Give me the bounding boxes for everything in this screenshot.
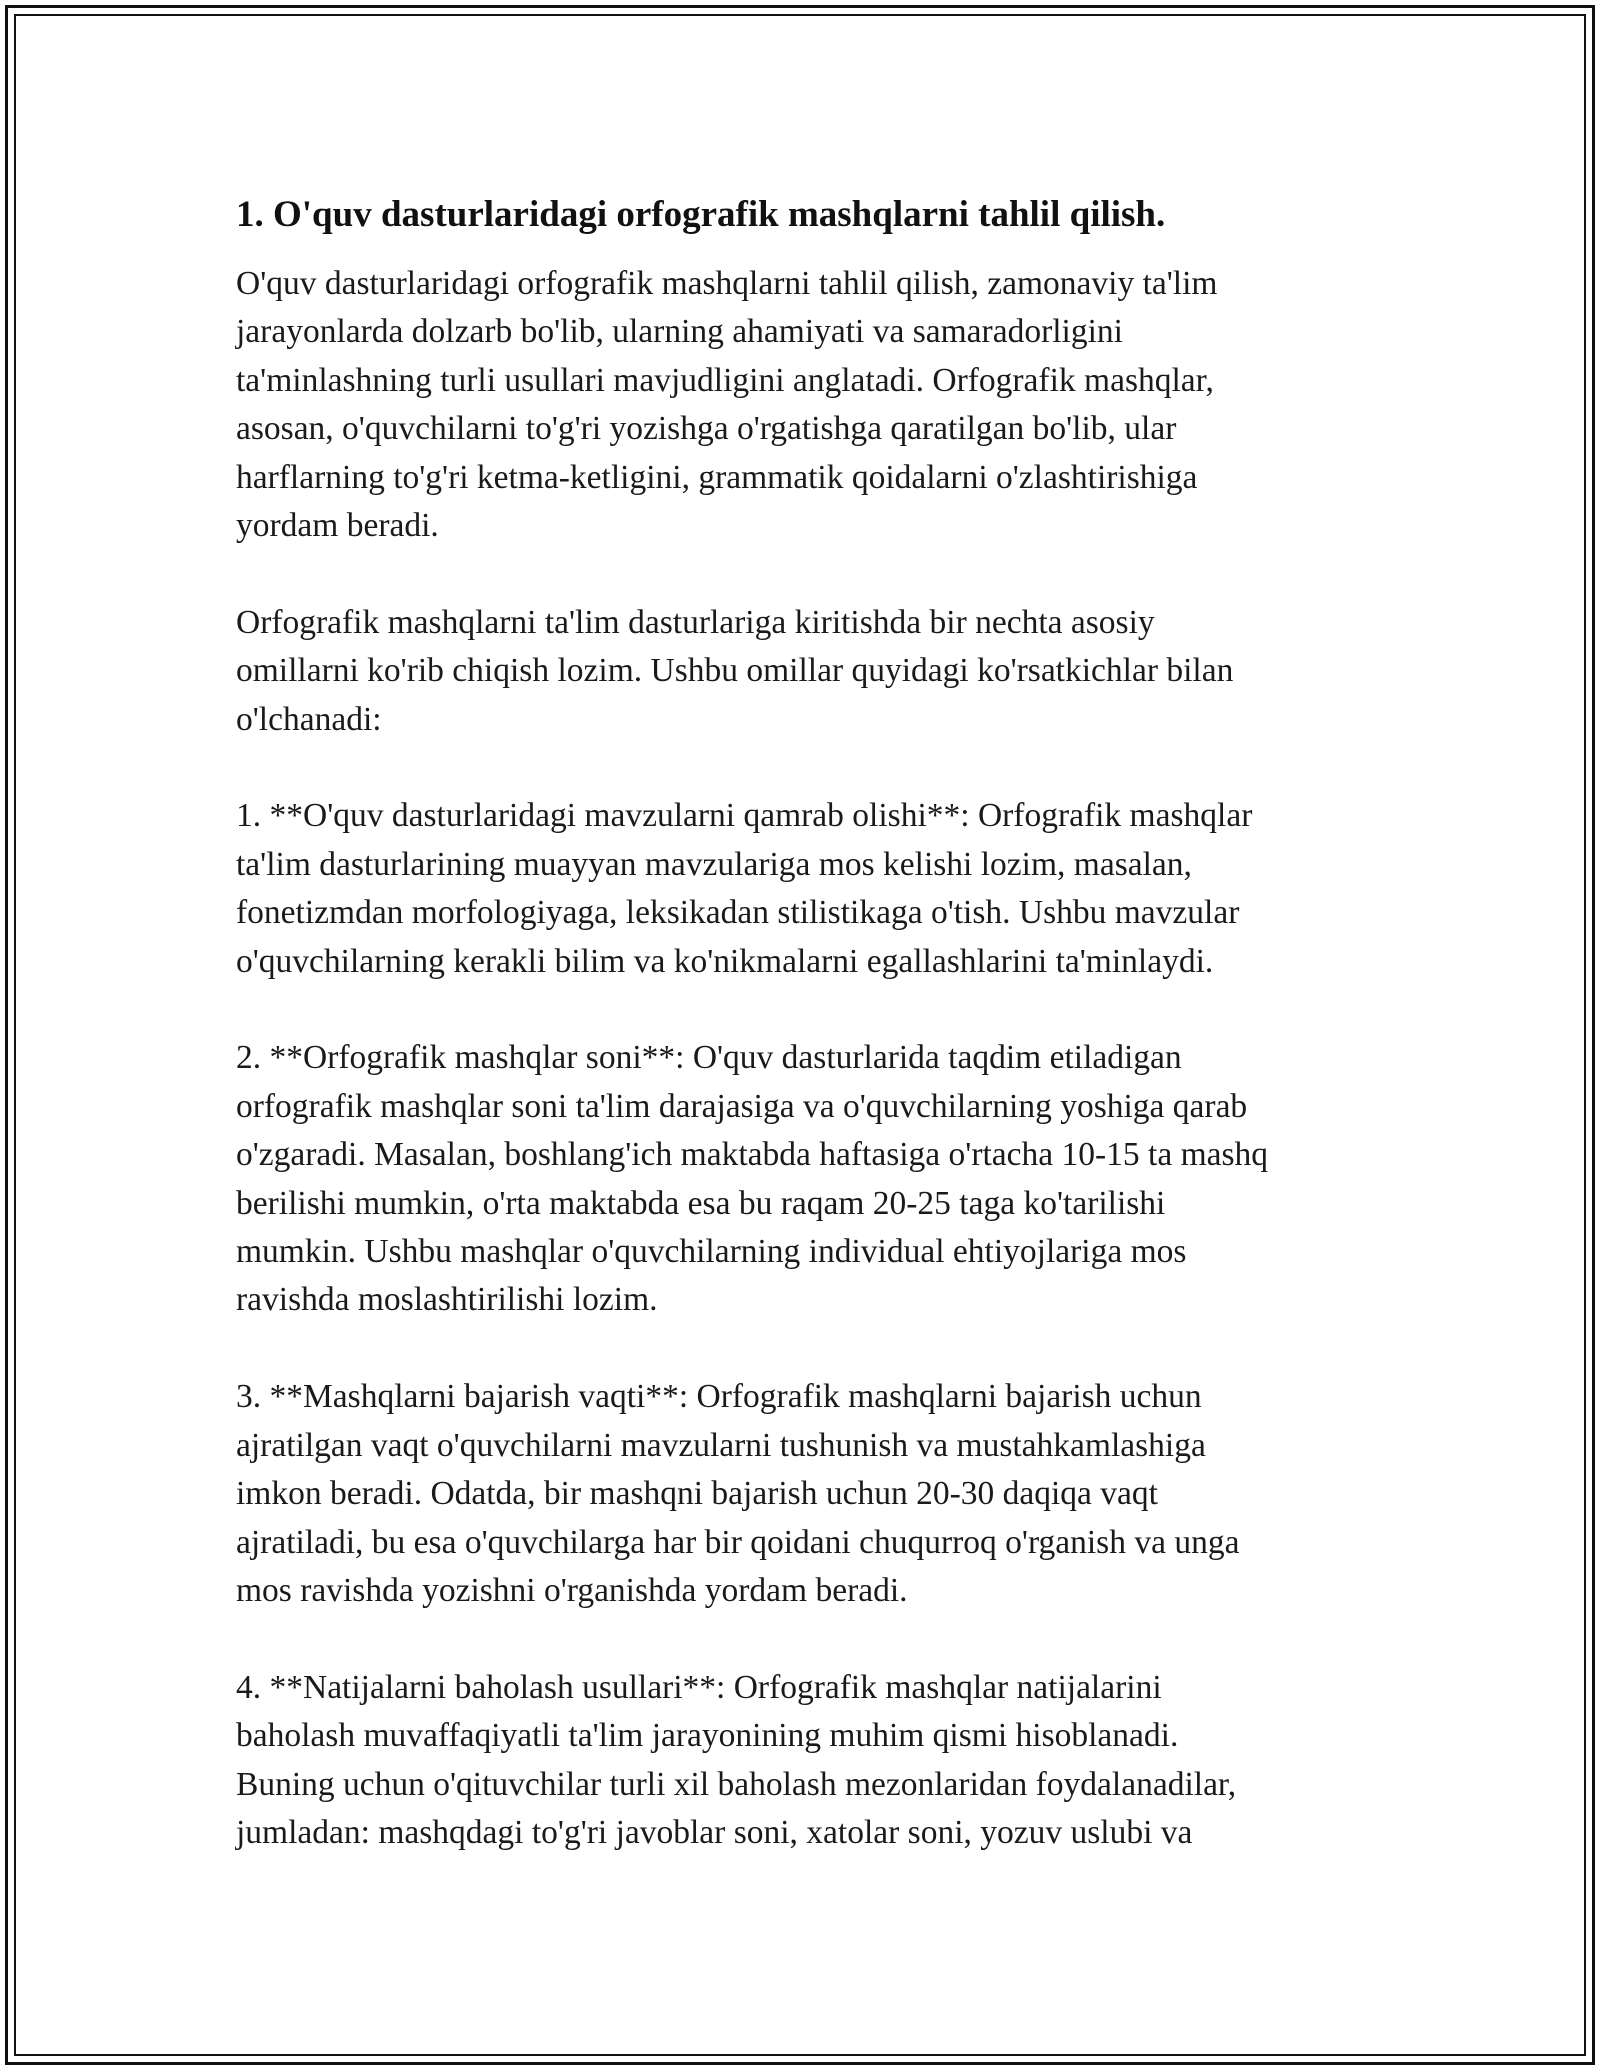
list-item-assessment: 4. **Natijalarni baholash usullari**: Orfografik mashqlar natijalarini baholash muvaffaqiyatli ta'lim jarayonining muhim qismi hisoblanadi. Buning uchun o'qituvchilar turli xil baholash mezonlaridan foydalanadilar, jumladan: mashqdagi to'g'ri javoblar soni, xatolar soni, yozuv uslubi va: [236, 1668, 1237, 1851]
paragraph-factors: Orfografik mashqlarni ta'lim dasturlariga kiritishda bir nechta asosiy omillarni ko'rib chiqish lozim. Ushbu omillar quyidagi ko'rsatkichlar bilan o'lchanadi:: [236, 603, 1234, 738]
document-title: 1. O'quv dasturlaridagi orfografik mashqlarni tahlil qilish.: [236, 194, 1166, 235]
list-item-exercise-count: 2. **Orfografik mashqlar soni**: O'quv dasturlarida taqdim etiladigan orfografik mashqlar soni ta'lim darajasiga va o'quvchilarning yoshiga qarab o'zgaradi. Masalan, boshlang'ich maktabda haftasiga o'rtacha 10-15 ta mashq berilishi mumkin, o'rta maktabda esa bu raqam 20-25 taga ko'tarilishi mumkin. Ushbu mashqlar o'quvchilarning individual ehtiyojlariga mos ravishda moslashtirilishi lozim.: [236, 1039, 1269, 1319]
list-item-exercise-time: 3. **Mashqlarni bajarish vaqti**: Orfografik mashqlarni bajarish uchun ajratilgan vaqt o'quvchilarni mavzularni tushunish va mustahkamlashiga imkon beradi. Odatda, bir mashqni bajarish uchun 20-30 daqiqa vaqt ajratiladi, bu esa o'quvchilarga har bir qoidani chuqurroq o'rganish va unga mos ravishda yozishni o'rganishda yordam beradi.: [236, 1378, 1240, 1609]
paragraph-intro: O'quv dasturlaridagi orfografik mashqlarni tahlil qilish, zamonaviy ta'lim jarayonlarda dolzarb bo'lib, ularning ahamiyati va samaradorligini ta'minlashning turli usullari mavjudligini anglatadi. Orfografik mashqlar, asosan, o'quvchilarni to'g'ri yozishga o'rgatishga qaratilgan bo'lib, ular harflarning to'g'ri ketma-ketligini, grammatik qoidalarni o'zlashtirishiga yordam beradi.: [236, 265, 1218, 545]
document-body: [236, 190, 1396, 1906]
list-item-topics: 1. **O'quv dasturlaridagi mavzularni qamrab olishi**: Orfografik mashqlar ta'lim dasturlarining muayyan mavzulariga mos kelishi lozim, masalan, fonetizmdan morfologiyaga, leksikadan stilistikaga o'tish. Ushbu mavzular o'quvchilarning kerakli bilim va ko'nikmalarni egallashlarini ta'minlaydi.: [236, 797, 1253, 980]
